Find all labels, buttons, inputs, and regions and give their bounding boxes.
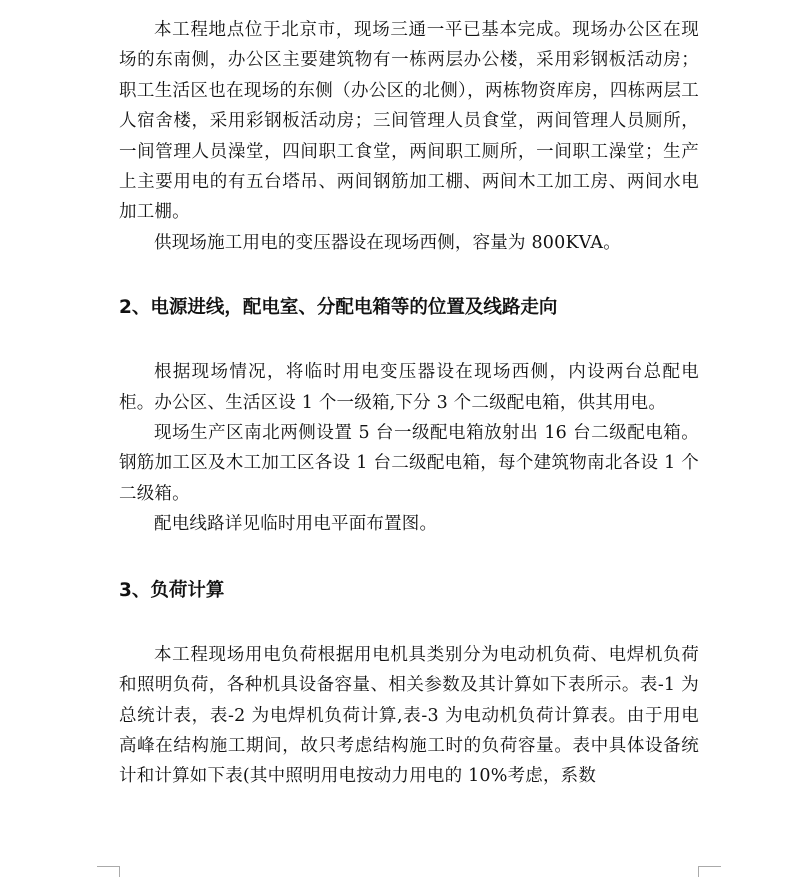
heading-power-supply: 2、电源进线，配电室、分配电箱等的位置及线路走向 [119,297,558,319]
paragraph-transformer: 供现场施工用电的变压器设在现场西侧，容量为 800KVA。 [154,232,621,253]
page-corner-mark-left [97,866,120,877]
paragraph-layout-reference: 配电线路详见临时用电平面布置图。 [154,514,438,535]
paragraph-distribution-boxes: 现场生产区南北两侧设置 5 台一级配电箱放射出 16 台二级配电箱。钢筋加工区及木工加工区各设 1 台二级配电箱，每个建筑物南北各设 1 个二级箱。 [119,423,699,504]
document-page [119,0,699,877]
heading-load-calculation: 3、负荷计算 [119,579,225,601]
paragraph-distribution-cabinets: 根据现场情况，将临时用电变压器设在现场西侧，内设两台总配电柜。办公区、生活区设 1 个一级箱,下分 3 个二级配电箱，供其用电。 [119,362,699,413]
paragraph-site-overview: 本工程地点位于北京市，现场三通一平已基本完成。现场办公区在现场的东南侧，办公区主要建筑物有一栋两层办公楼，采用彩钢板活动房；职工生活区也在现场的东侧（办公区的北侧），两栋物资库房，四栋两层工人宿舍楼，采用彩钢板活动房；三间管理人员食堂，两间管理人员厕所，一间管理人员澡堂，四间职工食堂，两间职工厕所，一间职工澡堂；生产上主要用电的有五台塔吊、两间钢筋加工棚、两间木工加工房、两间水电加工棚。 [119,20,699,223]
paragraph-load-description: 本工程现场用电负荷根据用电机具类别分为电动机负荷、电焊机负荷和照明负荷，各种机具设备容量、相关参数及其计算如下表所示。表-1 为总统计表，表-2 为电焊机负荷计算,表-3 为电动机负荷计算表。由于用电高峰在结构施工期间，故只考虑结构施工时的负荷容量。表中具体设备统计和计算如下表(其中照明用电按动力用电的 10%考虑，系数 [119,644,699,787]
page-corner-mark-right [698,866,721,877]
